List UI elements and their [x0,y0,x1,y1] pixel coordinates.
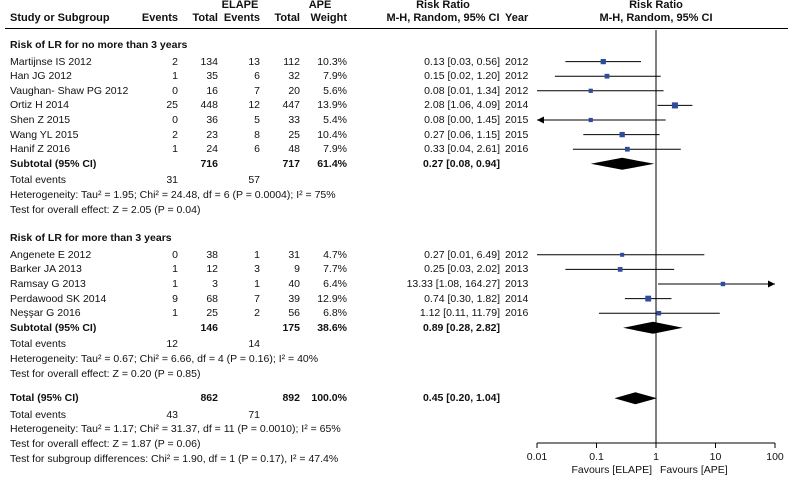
study-year: 2015 [505,128,529,141]
header-plot-method: M-H, Random, 95% CI [599,12,713,24]
overall-effect-total-text: Test for overall effect: Z = 1.87 (P = 0.06) [10,438,201,450]
x-tick-label: 0.1 [589,451,604,463]
study-year: 2014 [505,292,529,305]
x-tick-label: 10 [709,451,722,463]
study-weight: 13.9% [317,99,347,112]
subtotal-total2: 175 [282,321,300,334]
overall-effect-text: Test for overall effect: Z = 2.05 (P = 0.04) [10,203,201,216]
favours-right-label: Favours [APE] [660,464,728,476]
subtotal-ci: 0.89 [0.28, 2.82] [422,321,500,334]
study-name: Barker JA 2013 [10,263,82,276]
study-ci: 0.74 [0.30, 1.82] [424,292,500,305]
study-weight: 10.4% [317,128,347,141]
study-weight: 6.8% [323,307,347,320]
study-name: Wang YL 2015 [10,128,79,141]
study-total1: 38 [206,248,218,261]
study-ci: 0.27 [0.06, 1.15] [424,128,500,141]
study-year: 2016 [505,143,529,156]
favours-left-label: Favours [ELAPE] [571,464,652,476]
study-total2: 25 [288,128,300,141]
study-name: Neşşar G 2016 [10,307,81,320]
study-weight: 7.7% [323,263,347,276]
study-events2: 2 [254,307,260,320]
x-tick-label: 0.01 [526,451,548,463]
study-events1: 9 [172,292,178,305]
study-name: Vaughan- Shaw PG 2012 [10,84,129,97]
study-marker [672,102,678,108]
study-name: Angenete E 2012 [10,248,92,261]
study-marker [620,132,625,137]
study-ci: 2.08 [1.06, 4.09] [424,99,500,112]
study-weight: 10.3% [317,55,347,68]
study-events1: 1 [172,307,178,320]
subtotal-total1: 146 [200,321,218,334]
overall-total-events1: 43 [166,408,178,421]
subgroup-difference-text: Test for subgroup differences: Chi² = 1.90, df = 1 (P = 0.17), I² = 47.4% [10,452,339,465]
study-marker [645,296,651,302]
study-weight: 12.9% [317,292,347,305]
study-events1: 2 [172,55,178,68]
study-name: Han JG 2012 [10,70,72,83]
study-weight: 6.4% [323,278,347,290]
study-events1: 1 [172,70,178,83]
overall-total2: 892 [282,392,300,405]
ci-arrow-right [768,281,775,288]
study-total1: 3 [212,278,218,290]
study-ci: 0.27 [0.01, 6.49] [424,248,500,261]
overall-weight: 100.0% [311,392,347,405]
study-events1: 0 [172,114,178,126]
study-events2: 6 [254,70,260,83]
study-total1: 12 [206,263,218,276]
study-name: Hanif Z 2016 [10,143,71,156]
study-total1: 16 [206,84,218,97]
header-group2: APE [308,0,332,11]
study-total1: 25 [206,307,218,320]
study-events2: 1 [254,278,260,290]
study-weight: 4.7% [323,248,347,261]
subtotal-weight: 61.4% [317,157,347,170]
study-events2: 1 [254,248,260,261]
total-events-label: Total events [10,338,67,351]
study-total2: 40 [288,278,300,290]
study-events1: 1 [172,143,178,156]
pooled-diamond [614,392,657,404]
study-marker [605,74,610,79]
study-total2: 9 [294,263,300,276]
header-effect-method: M-H, Random, 95% CI [386,12,500,24]
overall-total1: 862 [200,392,218,405]
study-weight: 5.4% [323,114,347,126]
study-year: 2013 [505,263,529,276]
study-marker [721,282,725,286]
header-total1: Total [192,12,218,24]
header-total2: Total [274,12,300,24]
header-rule [5,28,788,29]
study-total2: 33 [288,114,300,126]
study-name: Ramsay G 2013 [10,278,86,290]
header-events2: Events [223,12,260,24]
study-total2: 31 [288,248,300,261]
study-year: 2016 [505,307,529,320]
overall-total-events2: 71 [248,408,260,421]
study-weight: 5.6% [323,84,347,97]
ci-arrow-left [537,117,544,124]
total-events1: 31 [166,174,178,187]
study-total2: 39 [288,292,300,305]
study-ci: 0.13 [0.03, 0.56] [424,55,500,68]
study-events2: 5 [254,114,260,126]
study-ci: 1.12 [0.11, 11.79] [419,307,500,320]
study-total1: 35 [206,70,218,83]
x-tick-label: 100 [766,451,784,463]
study-marker [657,311,661,315]
study-name: Perdawood SK 2014 [10,292,107,305]
header-effect-title: Risk Ratio [416,0,470,11]
total-events2: 57 [248,174,260,187]
pooled-diamond [591,158,655,170]
header-group1: ELAPE [221,0,259,11]
header-year: Year [505,12,529,24]
study-marker [620,253,624,257]
header-plot-title: Risk Ratio [629,0,683,11]
subgroup-title: Risk of LR for more than 3 years [10,232,172,245]
subtotal-total2: 717 [282,157,300,170]
pooled-diamond [623,322,683,334]
study-weight: 7.9% [323,70,347,83]
study-total1: 36 [206,114,218,126]
study-marker [589,118,593,122]
subgroup-title: Risk of LR for no more than 3 years [10,39,188,51]
study-events1: 0 [172,248,178,261]
study-marker [618,267,623,272]
total-events1: 12 [166,338,178,351]
heterogeneity-text: Heterogeneity: Tau² = 0.67; Chi² = 6.66, df = 4 (P = 0.16); I² = 40% [10,353,319,365]
study-total2: 32 [288,70,300,83]
study-events2: 8 [254,128,260,141]
study-ci: 0.33 [0.04, 2.61] [424,143,500,156]
study-events1: 1 [172,263,178,276]
study-events1: 2 [172,128,178,141]
study-total2: 112 [283,55,300,68]
study-year: 2012 [505,84,529,97]
total-events2: 14 [248,338,260,351]
subtotal-label: Subtotal (95% CI) [10,157,97,170]
study-weight: 7.9% [323,143,347,156]
subtotal-ci: 0.27 [0.08, 0.94] [422,157,500,170]
overall-ci: 0.45 [0.20, 1.04] [422,392,500,405]
study-ci: 0.08 [0.01, 1.34] [424,84,500,97]
study-marker [589,89,593,93]
subtotal-total1: 716 [200,157,218,170]
study-events2: 6 [254,143,260,156]
study-events2: 3 [254,263,260,276]
study-total2: 56 [288,307,300,320]
study-events2: 7 [254,84,260,97]
study-total1: 23 [206,128,218,141]
study-ci: 13.33 [1.08, 164.27] [406,278,500,290]
study-events1: 0 [172,84,178,97]
study-year: 2015 [505,114,529,126]
study-name: Martijnse IS 2012 [10,55,92,68]
study-marker [625,147,630,152]
study-total2: 447 [282,99,300,112]
study-events2: 12 [248,99,260,112]
study-events1: 25 [166,99,178,112]
study-name: Ortiz H 2014 [10,99,69,112]
study-total2: 48 [288,143,300,156]
overall-total-events-label: Total events [10,408,67,421]
study-marker [601,59,606,64]
study-total1: 68 [206,292,218,305]
study-total2: 20 [288,84,300,97]
study-year: 2012 [505,55,529,68]
header-weight: Weight [310,12,347,24]
total-events-label: Total events [10,174,67,187]
overall-heterogeneity-text: Heterogeneity: Tau² = 1.17; Chi² = 31.37, df = 11 (P = 0.0010); I² = 65% [10,423,341,436]
subtotal-label: Subtotal (95% CI) [10,321,97,334]
header-events1: Events [141,12,178,24]
study-year: 2014 [505,99,529,112]
study-year: 2012 [505,248,529,261]
study-ci: 0.15 [0.02, 1.20] [424,70,500,83]
x-tick-label: 1 [653,451,659,463]
study-year: 2012 [505,70,529,83]
overall-effect-text: Test for overall effect: Z = 0.20 (P = 0.85) [10,367,201,380]
header-study: Study or Subgroup [10,12,110,24]
study-total1: 24 [206,143,218,156]
study-ci: 0.25 [0.03, 2.02] [424,263,500,276]
study-total1: 134 [200,55,218,68]
study-events2: 13 [248,55,260,68]
overall-label: Total (95% CI) [10,392,79,405]
heterogeneity-text: Heterogeneity: Tau² = 1.95; Chi² = 24.48, df = 6 (P = 0.0004); I² = 75% [10,189,336,201]
study-ci: 0.08 [0.00, 1.45] [424,114,500,126]
study-events2: 7 [254,292,260,305]
study-name: Shen Z 2015 [10,114,71,126]
study-year: 2013 [505,278,529,290]
study-events1: 1 [172,278,178,290]
study-total1: 448 [200,99,218,112]
subtotal-weight: 38.6% [317,321,347,334]
